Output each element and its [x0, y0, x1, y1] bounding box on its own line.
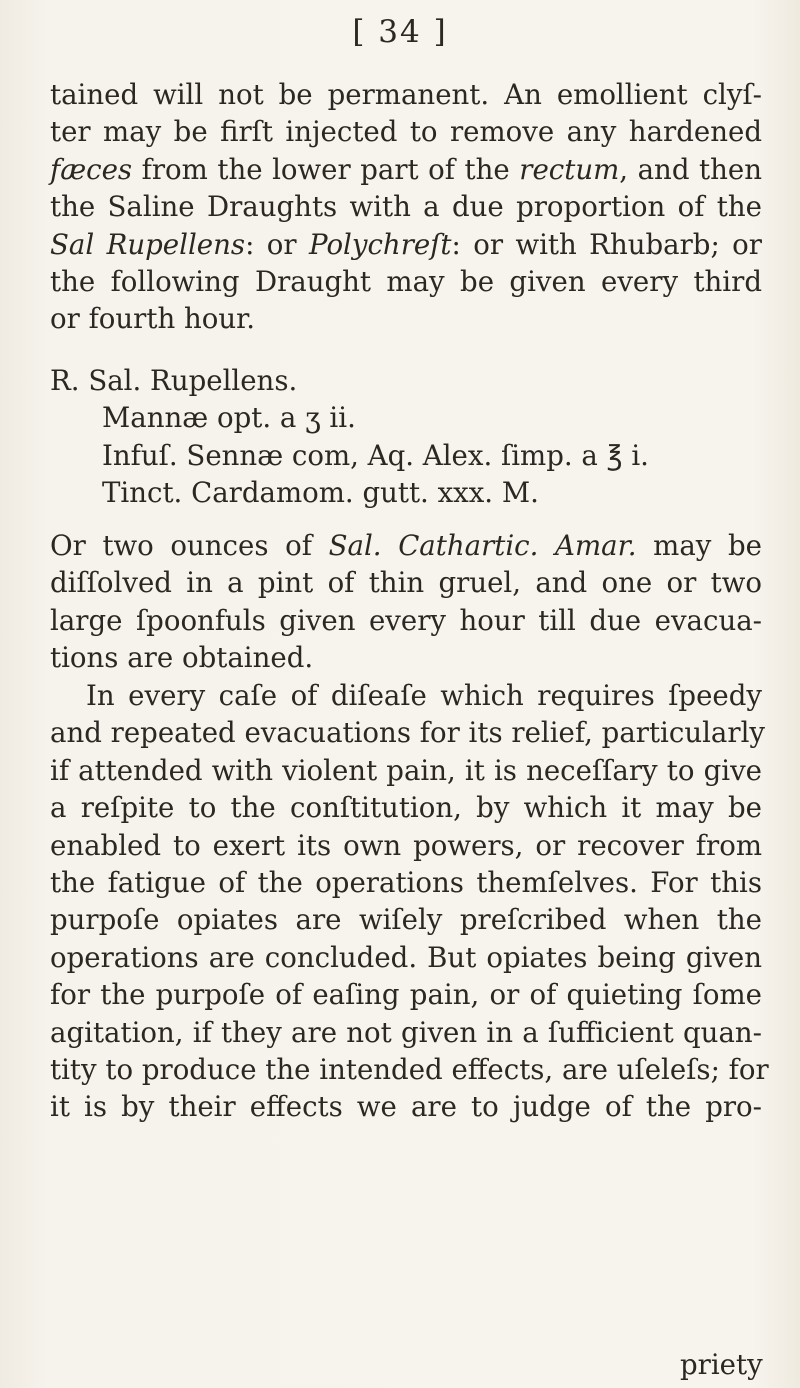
text-run: : or with Rhubarb; or	[451, 227, 762, 261]
text-line	[50, 226, 762, 263]
text-line: enabled to exert its own powers, or recover from	[50, 828, 762, 862]
text-line: if attended with violent pain, it is neceſſary to give	[50, 753, 762, 787]
text-line: purpoſe opiates are wiſely preſcribed when the	[50, 903, 762, 937]
text-run: , and then	[619, 152, 762, 186]
paragraph-2	[50, 527, 762, 677]
paragraph-3	[50, 677, 769, 1126]
text-line: tained will not be permanent. An emollient clyſ-	[50, 78, 762, 111]
text-line: a reſpite to the conſtitution, by which it may be	[50, 791, 762, 825]
text-run: from the lower part of the	[132, 152, 520, 186]
text-line: large ſpoonfuls given every hour till due evacua-	[50, 603, 762, 637]
italic-term: rectum	[519, 152, 620, 186]
text-line: ter may be firſt injected to remove any hardened	[50, 115, 762, 149]
text-line	[50, 151, 762, 188]
italic-term: Sal Rupellens	[50, 227, 246, 261]
paragraph-1	[50, 76, 762, 338]
prescription-line: Infuſ. Sennæ com, Aq. Alex. ſimp. a ℥ i.	[102, 438, 649, 472]
prescription-line: Tinct. Cardamom. gutt. xxx. M.	[102, 476, 539, 510]
text-run: Or two ounces of	[50, 529, 329, 562]
text-line: tity to produce the intended effects, are uſeleſs; for	[50, 1052, 769, 1086]
text-line: for the purpoſe of eaſing pain, or of quieting ſome	[50, 978, 762, 1012]
prescription-line: R. Sal. Rupellens.	[50, 364, 298, 397]
page-number: [ 34 ]	[352, 14, 448, 50]
prescription	[50, 362, 649, 512]
catchword: priety	[680, 1348, 763, 1381]
text-line: the following Draught may be given every third	[50, 264, 762, 298]
italic-term: Polychreſt	[309, 227, 452, 261]
italic-term: Sal. Cathartic. Amar.	[328, 529, 637, 562]
text-line	[50, 527, 762, 564]
text-run: : or	[245, 227, 309, 261]
text-line: diſſolved in a pint of thin gruel, and one or two	[50, 566, 762, 600]
italic-term: fæces	[50, 152, 133, 186]
text-line: the fatigue of the operations themſelves. For this	[50, 865, 762, 899]
text-line: it is by their effects we are to judge of the pro-	[50, 1090, 762, 1124]
text-line: tions are obtained.	[50, 641, 314, 675]
prescription-line: Mannæ opt. a ʒ ii.	[102, 401, 356, 435]
text-line: the Saline Draughts with a due proportion of the	[50, 190, 762, 224]
text-line: In every caſe of diſeaſe which requires ſpeedy	[86, 679, 762, 712]
text-run: may be	[636, 529, 762, 562]
text-line: and repeated evacuations for its relief, particularly	[50, 716, 765, 750]
text-line: or fourth hour.	[50, 302, 256, 336]
text-line: operations are concluded. But opiates being given	[50, 940, 762, 974]
text-line: agitation, if they are not given in a ſufficient quan-	[50, 1015, 762, 1049]
